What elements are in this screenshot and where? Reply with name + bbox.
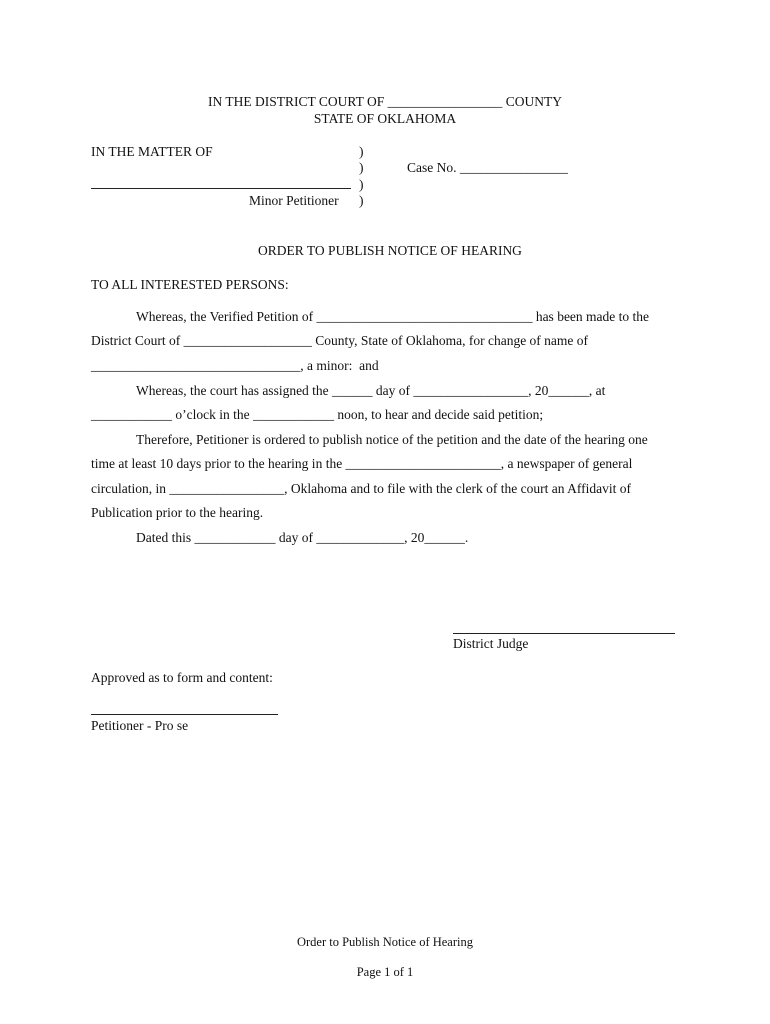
caption-paren: ) (359, 193, 364, 208)
salutation: TO ALL INTERESTED PERSONS: (91, 277, 289, 292)
body-line-5: ____________ o’clock in the ____________ noon, to hear and decide said petition; (91, 407, 544, 422)
body-line-2: District Court of ___________________ County, State of Oklahoma, for change of name of (91, 333, 589, 348)
body-line-4: Whereas, the court has assigned the ______ day of _________________, 20______, at (136, 383, 606, 398)
caption-paren: ) (359, 144, 364, 159)
minor-name-line (91, 188, 351, 189)
court-header-line1: IN THE DISTRICT COURT OF _________________ COUNTY (208, 94, 562, 109)
body-line-7: time at least 10 days prior to the hearing in the _______________________, a newspaper of general (91, 456, 633, 471)
caption-paren: ) (359, 160, 364, 175)
petitioner-pro-se-label: Petitioner - Pro se (91, 718, 189, 733)
case-number: Case No. ________________ (407, 160, 568, 175)
court-header-state: STATE OF OKLAHOMA (313, 111, 457, 126)
body-line-8: circulation, in _________________, Oklahoma and to file with the clerk of the court an Affidavit of (91, 481, 631, 496)
document-title: ORDER TO PUBLISH NOTICE OF HEARING (258, 243, 522, 258)
body-line-9: Publication prior to the hearing. (91, 505, 264, 520)
minor-petitioner-label: Minor Petitioner (249, 193, 339, 208)
district-judge-label: District Judge (453, 636, 529, 651)
body-line-1: Whereas, the Verified Petition of ________________________________ has been made to the (136, 309, 650, 324)
footer-document-title: Order to Publish Notice of Hearing (296, 935, 473, 949)
body-line-6: Therefore, Petitioner is ordered to publish notice of the petition and the date of the hearing one (136, 432, 648, 447)
caption-paren: ) (359, 177, 364, 192)
petitioner-signature-line (91, 714, 278, 715)
in-the-matter-of: IN THE MATTER OF (91, 144, 213, 159)
page-number: Page 1 of 1 (356, 965, 414, 979)
body-line-3: _______________________________, a minor: and (91, 358, 379, 373)
approved-as-to-form: Approved as to form and content: (91, 670, 273, 685)
dated-line: Dated this ____________ day of _____________, 20______. (136, 530, 469, 545)
judge-signature-line (453, 633, 675, 634)
